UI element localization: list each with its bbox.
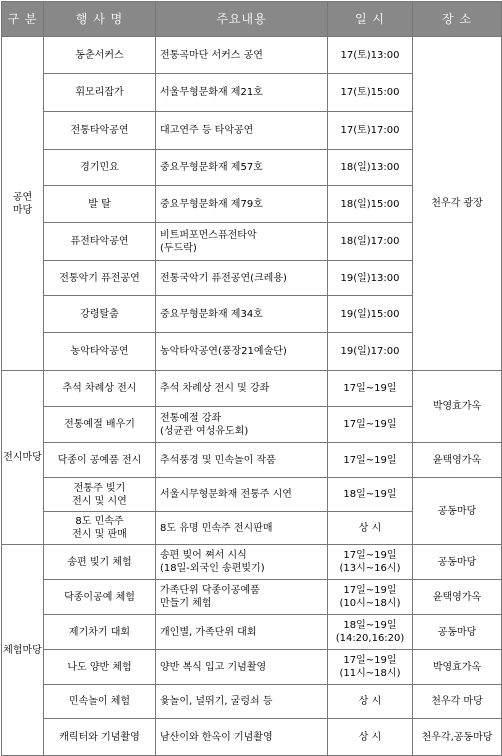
time-cell: [328, 333, 413, 371]
time-line: (11시~18시): [339, 668, 401, 679]
content-cell: [156, 186, 328, 223]
time-line: 18일~19일: [343, 489, 397, 500]
header-time: 일 시: [328, 2, 413, 37]
event-name-line: 민속놀이 체험: [68, 696, 131, 707]
event-name-cell: [44, 443, 156, 478]
time-cell: [328, 580, 413, 615]
content-cell: [156, 37, 328, 74]
table-row: [2, 580, 502, 615]
content-cell: [156, 615, 328, 650]
place-line: 박영효가옥: [432, 661, 482, 673]
time-line: 17일~19일: [343, 383, 397, 394]
time-line: (10시~18시): [339, 598, 401, 609]
time-line: 18(일)13:00: [340, 162, 400, 173]
content-line: 송편 빚어 쪄서 시식: [160, 550, 247, 561]
content-cell: [156, 407, 328, 443]
event-name-line: 휘모리잡가: [75, 87, 124, 98]
content-cell: [156, 685, 328, 719]
time-line: 18(일)15:00: [340, 198, 400, 210]
content-line: (두드락): [160, 242, 197, 254]
event-name-line: 송편 빚기 체험: [67, 556, 132, 568]
content-cell: [156, 545, 328, 580]
place-line: 천우각 광장: [431, 198, 483, 209]
time-cell: [328, 478, 413, 512]
content-cell: [156, 512, 328, 545]
category-line: 전시마당: [3, 452, 42, 463]
place-cell: [413, 580, 502, 615]
content-line: (성균관 여성유도회): [160, 425, 249, 437]
time-cell: [328, 512, 413, 545]
event-name-line: 전통타악공연: [70, 125, 129, 136]
event-name-line: 경기민요: [80, 162, 119, 173]
content-line: 8도 유명 민속주 전시판매: [160, 522, 273, 534]
event-name-cell: [44, 333, 156, 371]
time-cell: [328, 685, 413, 719]
place-line: 공동마당: [437, 556, 477, 568]
table-row: [2, 685, 502, 719]
place-cell: [413, 545, 502, 580]
table-row: [2, 443, 502, 478]
category-line: 체험마당: [3, 644, 42, 656]
time-line: 17일~19일: [343, 655, 397, 666]
content-cell: [156, 371, 328, 407]
table-row: [2, 719, 502, 756]
content-cell: [156, 296, 328, 333]
place-cell: [413, 371, 502, 443]
time-cell: [328, 74, 413, 112]
event-name-cell: [44, 296, 156, 333]
event-name-line: 제기차기 대회: [68, 626, 131, 638]
content-cell: [156, 478, 328, 512]
content-line: 대고연주 등 타악공연: [160, 125, 254, 136]
place-cell: [413, 443, 502, 478]
time-cell: [328, 261, 413, 296]
event-name-line: 전통예절 배우기: [64, 419, 135, 430]
time-cell: [328, 296, 413, 333]
event-name-cell: [44, 112, 156, 150]
content-line: 가족단위 닥종이공예품: [160, 585, 260, 596]
place-line: 윤택영가옥: [432, 591, 482, 603]
time-line: (14:20,16:20): [335, 633, 405, 644]
time-line: 17(토)13:00: [340, 49, 400, 61]
content-line: 남산이와 한옥이 기념촬영: [160, 731, 273, 743]
event-name-cell: [44, 719, 156, 756]
content-line: 윷놀이, 널뛰기, 굴렁쇠 등: [160, 696, 273, 707]
category-cell: [2, 37, 44, 371]
content-line: 비트퍼포먼스퓨전타악: [160, 229, 257, 241]
table-row: [2, 650, 502, 685]
content-line: 중요무형문화재 제34호: [160, 308, 263, 320]
event-name-cell: [44, 650, 156, 685]
content-line: 만들기 체험: [160, 598, 212, 609]
time-cell: [328, 112, 413, 150]
place-cell: [413, 615, 502, 650]
content-cell: [156, 333, 328, 371]
time-line: 상 시: [358, 522, 382, 534]
event-name-line: 8도 민속주: [75, 516, 124, 527]
place-cell: [413, 37, 502, 371]
category-line: 마당: [12, 204, 33, 216]
event-name-cell: [44, 545, 156, 580]
time-cell: [328, 650, 413, 685]
content-line: (18일-외국인 송편빚기): [160, 563, 265, 574]
time-line: 18(일)17:00: [340, 236, 400, 247]
content-cell: [156, 74, 328, 112]
event-name-line: 나도 양반 체험: [67, 661, 132, 673]
place-cell: [413, 478, 502, 545]
event-name-line: 추석 차례상 전시: [62, 383, 137, 394]
event-name-cell: [44, 371, 156, 407]
place-line: 천우각,공동마당: [421, 731, 493, 743]
event-name-line: 전시 및 시연: [72, 495, 127, 507]
content-cell: [156, 650, 328, 685]
time-line: 상 시: [358, 731, 382, 743]
time-cell: [328, 615, 413, 650]
event-name-line: 퓨전타악공연: [70, 236, 129, 247]
content-cell: [156, 443, 328, 478]
time-line: 17일~19일: [343, 585, 397, 596]
place-cell: [413, 685, 502, 719]
category-cell: [2, 371, 44, 545]
place-line: 윤택영가옥: [432, 454, 482, 466]
event-name-cell: [44, 615, 156, 650]
time-cell: [328, 371, 413, 407]
category-cell: [2, 545, 44, 756]
event-schedule-table: [1, 1, 502, 756]
event-name-cell: [44, 261, 156, 296]
time-cell: [328, 150, 413, 186]
event-name-line: 전시 및 판매: [72, 529, 127, 540]
time-cell: [328, 37, 413, 74]
time-line: (13시~16시): [339, 563, 401, 574]
time-line: 19(일)17:00: [340, 346, 400, 357]
content-cell: [156, 223, 328, 261]
header-event-name: 행 사 명: [44, 2, 156, 37]
event-name-cell: [44, 580, 156, 615]
time-cell: [328, 443, 413, 478]
place-line: 공동마당: [437, 505, 477, 517]
content-cell: [156, 719, 328, 756]
content-line: 개인별, 가족단위 대회: [160, 626, 257, 638]
content-line: 중요무형문화재 제57호: [160, 162, 263, 173]
time-cell: [328, 407, 413, 443]
content-line: 추석풍경 및 민속놀이 작품: [160, 454, 276, 466]
header-category: 구 분: [2, 2, 44, 37]
time-cell: [328, 719, 413, 756]
event-name-line: 강령탈춤: [80, 308, 119, 320]
time-cell: [328, 545, 413, 580]
header-row: [2, 2, 502, 37]
time-cell: [328, 223, 413, 261]
content-cell: [156, 112, 328, 150]
table-row: [2, 37, 502, 74]
table-row: [2, 615, 502, 650]
event-name-cell: [44, 223, 156, 261]
header-place: 장 소: [413, 2, 502, 37]
time-line: 상 시: [358, 696, 382, 707]
event-name-line: 발 탈: [88, 198, 111, 210]
table-row: [2, 478, 502, 512]
event-name-cell: [44, 685, 156, 719]
event-name-cell: [44, 150, 156, 186]
event-name-cell: [44, 74, 156, 112]
content-line: 서울시무형문화재 전통주 시연: [160, 489, 292, 500]
event-name-line: 닥종이공예 체험: [64, 591, 135, 603]
event-name-cell: [44, 407, 156, 443]
place-line: 천우각 마당: [431, 696, 483, 707]
table-row: [2, 371, 502, 407]
content-line: 전통곡마단 서커스 공연: [160, 49, 263, 61]
event-name-cell: [44, 512, 156, 545]
category-line: 공연: [12, 191, 33, 203]
event-name-line: 캐릭터와 기념촬영: [59, 731, 140, 743]
event-name-line: 동춘서커스: [75, 49, 124, 61]
time-line: 17일~19일: [343, 419, 397, 430]
place-cell: [413, 719, 502, 756]
table-row: [2, 545, 502, 580]
content-cell: [156, 261, 328, 296]
schedule-body: [2, 37, 502, 756]
content-line: 서울무형문화재 제21호: [160, 87, 263, 98]
content-line: 중요무형문화재 제79호: [160, 198, 263, 210]
content-line: 양반 복식 입고 기념촬영: [160, 661, 267, 673]
place-cell: [413, 650, 502, 685]
place-line: 박영효가옥: [432, 401, 482, 412]
time-line: 19(일)15:00: [340, 308, 400, 320]
content-line: 전통예절 강좌: [160, 412, 222, 424]
event-name-line: 전통악기 퓨전공연: [59, 272, 140, 284]
event-name-cell: [44, 37, 156, 74]
time-line: 17(토)15:00: [340, 87, 400, 98]
time-line: 17(토)17:00: [340, 125, 400, 136]
time-cell: [328, 186, 413, 223]
content-line: 농악타악공연(풍장21예술단): [160, 346, 287, 357]
place-line: 공동마당: [437, 626, 477, 638]
event-name-cell: [44, 186, 156, 223]
event-name-line: 전통주 빚기: [73, 482, 126, 494]
header-content: 주요내용: [156, 2, 328, 37]
content-line: 전통국악기 퓨전공연(크레용): [160, 272, 287, 284]
time-line: 18일~19일: [343, 620, 397, 631]
content-cell: [156, 150, 328, 186]
event-name-cell: [44, 478, 156, 512]
content-line: 추석 차례상 전시 및 강좌: [160, 383, 270, 394]
time-line: 19(일)13:00: [340, 272, 400, 284]
content-cell: [156, 580, 328, 615]
time-line: 17일~19일: [343, 550, 397, 561]
event-name-line: 닥종이 공예품 전시: [57, 454, 142, 466]
event-name-line: 농악타악공연: [70, 346, 129, 357]
time-line: 17일~19일: [343, 454, 397, 466]
